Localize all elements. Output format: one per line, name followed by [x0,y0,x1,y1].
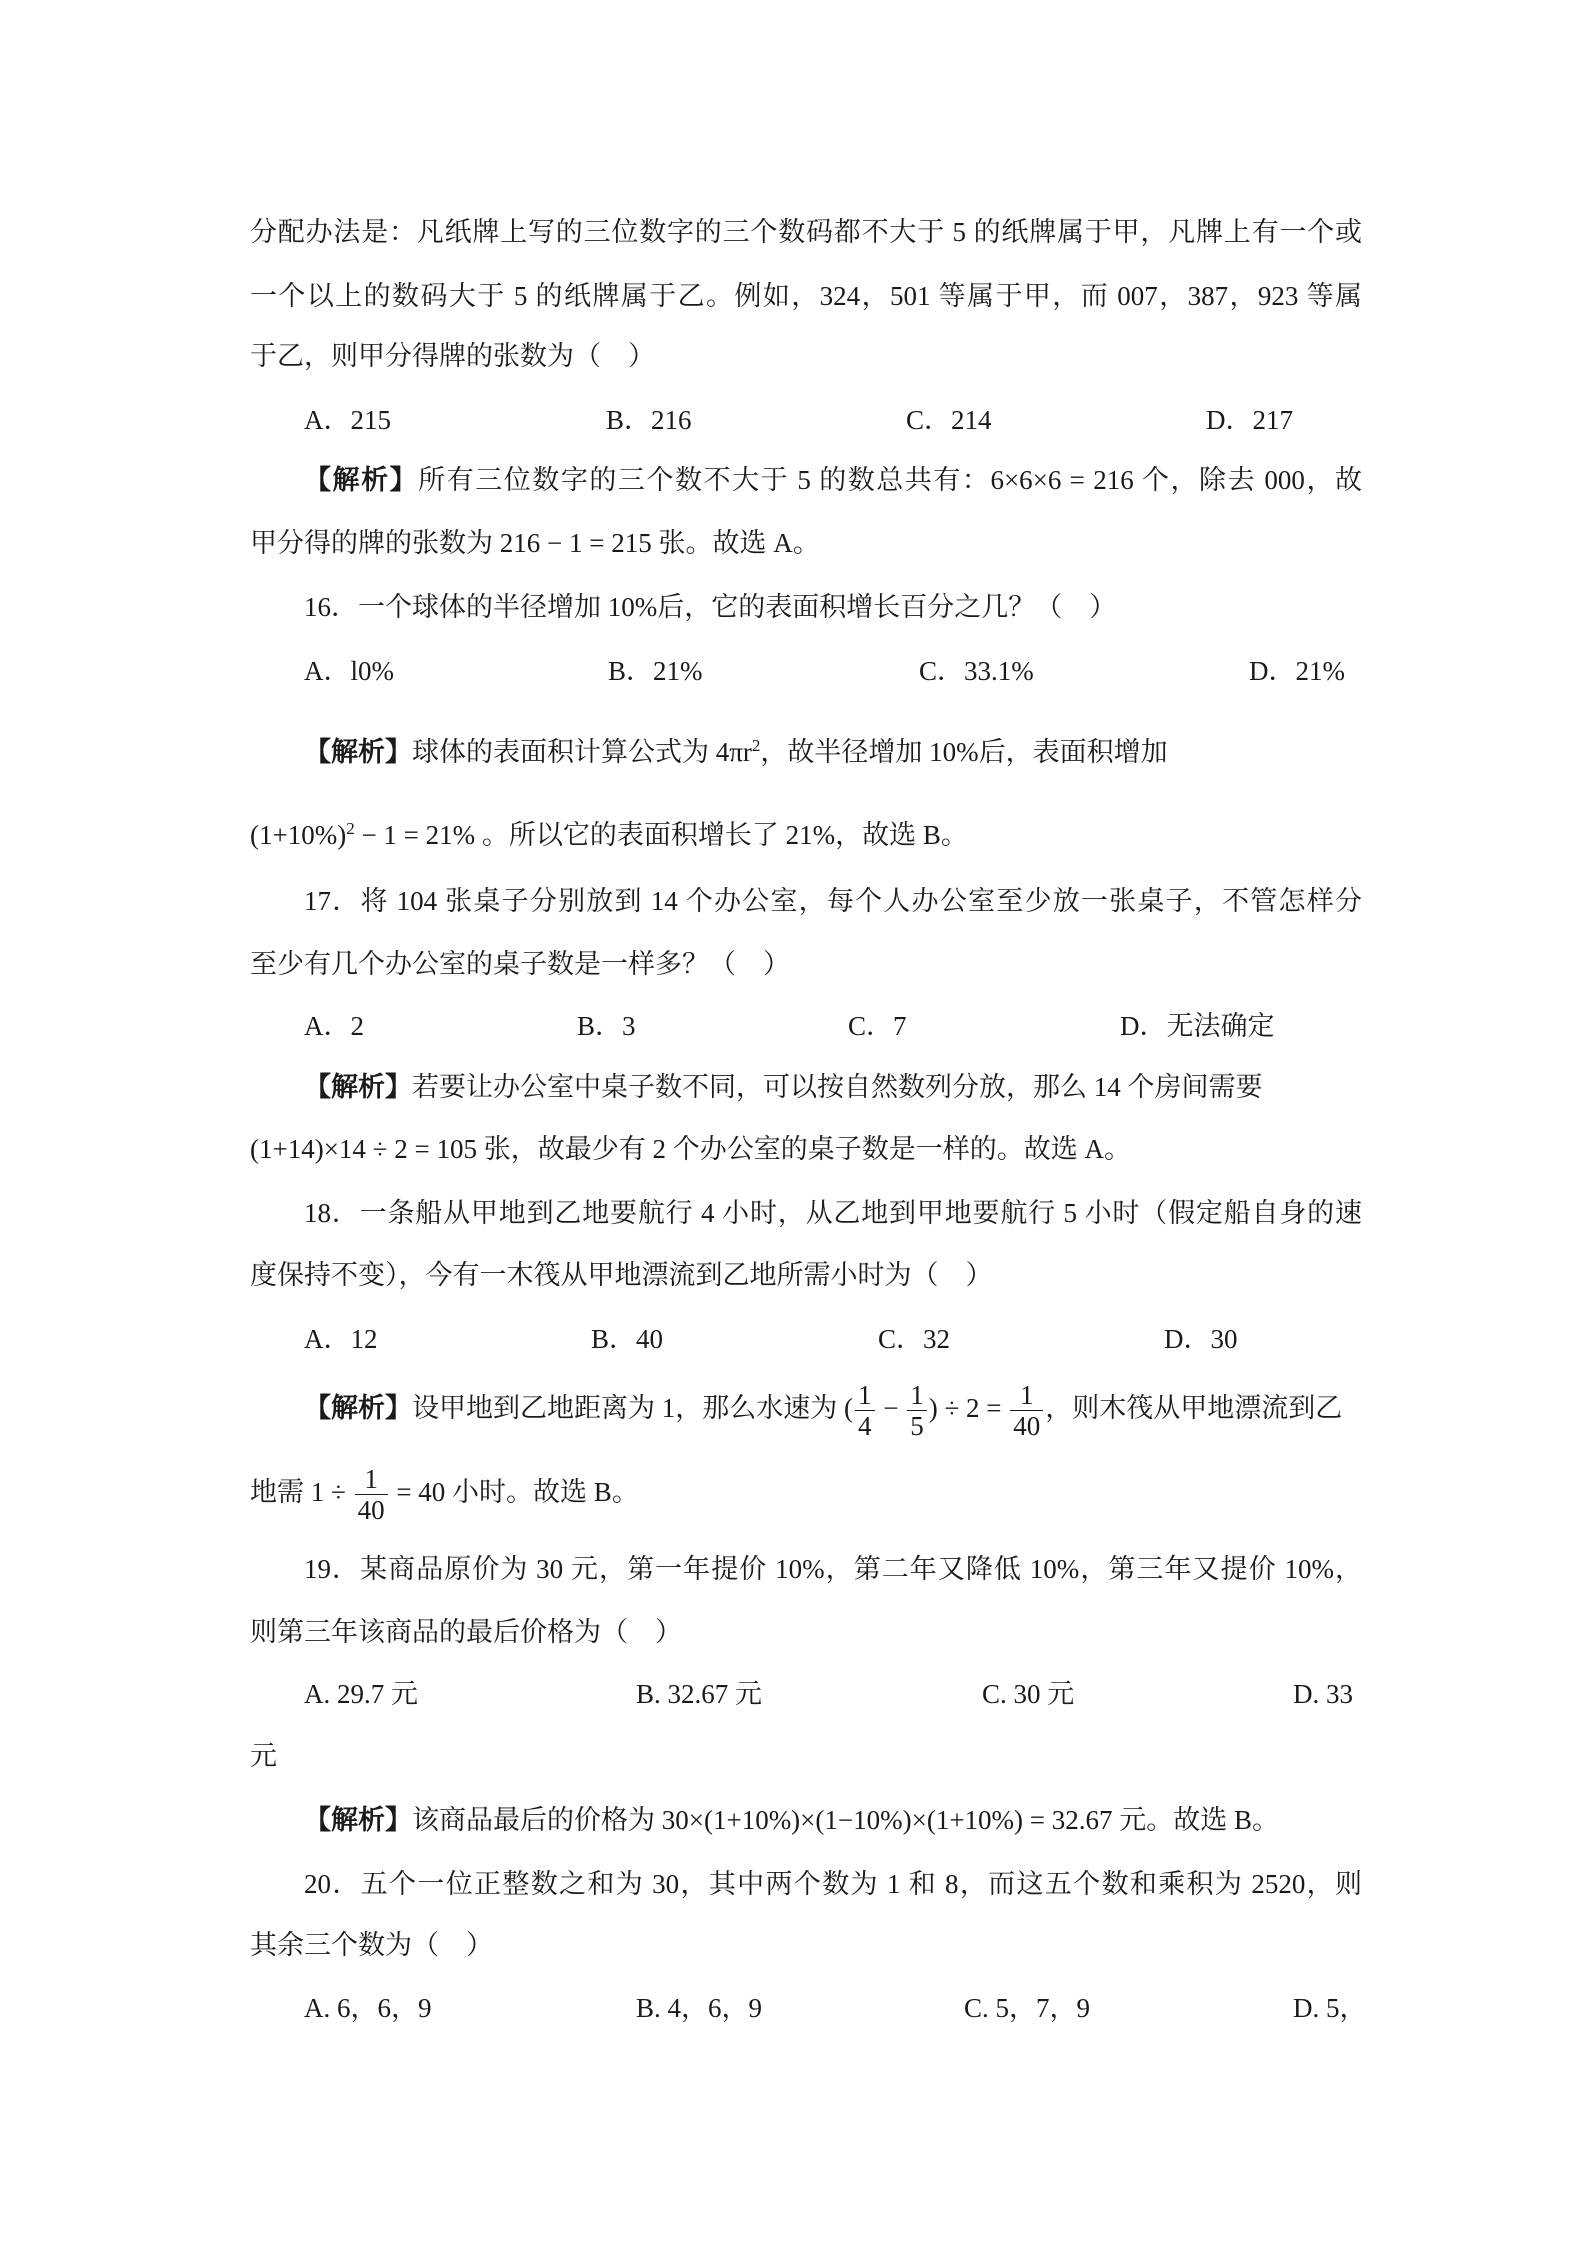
q18-text: 地需 1 ÷ [250,1477,353,1507]
q16-formula: 球体的表面积计算公式为 4πr [412,737,752,767]
q17-option-d: D．无法确定 [1120,1011,1275,1041]
q15-option-b: B．216 [606,405,692,435]
analysis-tag: 【解析】 [304,465,419,495]
q18-text-line-1: 18．一条船从甲地到乙地要航行 4 小时，从乙地到甲地要航行 5 小时（假定船自身的速 [304,1198,1362,1228]
q18-option-a: A．12 [304,1324,378,1354]
q18-text: = 40 小时。故选 B。 [389,1477,639,1507]
q20-text-line-1: 20．五个一位正整数之和为 30，其中两个数为 1 和 8，而这五个数和乘积为 2520，则 [304,1869,1362,1899]
q19-option-d-wrap: 元 [250,1741,277,1771]
q20-option-a: A. 6，6，9 [304,1993,432,2023]
q16-analysis-line-1 [304,729,1362,769]
q19-option-a: A. 29.7 元 [304,1679,418,1709]
q15-option-a: A．215 [304,405,391,435]
numerator: 1 [907,1380,927,1411]
q16-conclusion: − 1 = 21% 。所以它的表面积增长了 21%，故选 B。 [354,820,968,850]
analysis-tag: 【解析】 [304,1393,412,1423]
denominator: 5 [910,1411,924,1442]
q19-option-d: D. 33 [1293,1679,1353,1709]
analysis-tag: 【解析】 [304,1072,412,1102]
q17-option-b: B．3 [577,1011,636,1041]
q18-option-d: D．30 [1164,1324,1238,1354]
fraction [355,1464,388,1525]
analysis-tag: 【解析】 [304,737,412,767]
q15-analysis-line-1 [304,463,1362,497]
q16-exponent: 2 [751,736,761,755]
q17-analysis-line-2: (1+14)×14 ÷ 2 = 105 张，故最少有 2 个办公室的桌子数是一样的。故选 A。 [250,1134,1131,1164]
numerator: 1 [855,1380,875,1411]
q16-analysis-text: ，故半径增加 10%后，表面积增加 [760,737,1168,767]
q18-option-b: B．40 [591,1324,664,1354]
q19-option-b: B. 32.67 元 [636,1679,763,1709]
q16-option-c: C．33.1% [919,656,1034,686]
denominator: 40 [357,1495,385,1526]
q16-option-b: B．21% [608,656,703,686]
q16-analysis-line-2 [250,812,1362,852]
q17-text-line-1: 17．将 104 张桌子分别放到 14 个办公室，每个人办公室至少放一张桌子，不管怎样分 [304,886,1362,916]
q15-text-line-1: 分配办法是：凡纸牌上写的三位数字的三个数码都不大于 5 的纸牌属于甲，凡牌上有一个或 [250,217,1362,247]
q20-option-c: C. 5，7，9 [964,1993,1091,2023]
q18-analysis-line-1 [304,1378,1362,1441]
fraction [907,1380,927,1441]
q17-option-c: C．7 [848,1011,907,1041]
q19-text-line-2: 则第三年该商品的最后价格为（ ） [250,1617,682,1647]
q18-text: ) ÷ 2 = [928,1393,1009,1423]
q18-analysis-line-2 [250,1462,1362,1525]
q15-option-c: C．214 [906,405,992,435]
q16-exponent-2: 2 [346,819,355,838]
q20-option-d: D. 5， [1293,1993,1367,2023]
minus: − [876,1393,906,1423]
q19-analysis-text: 该商品最后的价格为 30×(1+10%)×(1−10%)×(1+10%) = 32.67 元。故选 B。 [412,1805,1280,1835]
q18-text: 设甲地到乙地距离为 1，那么水速为 ( [412,1393,853,1423]
q15-text-line-3: 于乙，则甲分得牌的张数为（ ） [250,341,655,371]
q16-question: 16．一个球体的半径增加 10%后，它的表面积增长百分之几？（ ） [304,592,1117,622]
q20-text-line-2: 其余三个数为（ ） [250,1930,493,1960]
q16-option-d: D．21% [1249,656,1345,686]
q17-option-a: A．2 [304,1011,364,1041]
q15-analysis-text: 所有三位数字的三个数不大于 5 的数总共有：6×6×6 = 216 个，除去 000，故 [418,465,1362,495]
denominator: 40 [1013,1411,1041,1442]
q17-analysis-line-1 [304,1070,1362,1104]
q19-analysis [304,1803,1362,1837]
q17-text-line-2: 至少有几个办公室的桌子数是一样多？（ ） [250,949,790,979]
q15-analysis-line-2: 甲分得的牌的张数为 216 − 1 = 215 张。故选 A。 [250,528,820,558]
q19-option-c: C. 30 元 [982,1679,1075,1709]
q19-text-line-1: 19．某商品原价为 30 元，第一年提价 10%，第二年又降低 10%，第三年又提价 10%， [304,1554,1362,1584]
analysis-tag: 【解析】 [304,1805,412,1835]
q20-option-b: B. 4，6，9 [636,1993,763,2023]
fraction [1010,1380,1043,1441]
fraction [855,1380,875,1441]
q15-option-d: D．217 [1206,405,1293,435]
q18-text: ，则木筏从甲地漂流到乙 [1045,1393,1343,1423]
q18-option-c: C．32 [878,1324,951,1354]
q15-text-line-2: 一个以上的数码大于 5 的纸牌属于乙。例如，324，501 等属于甲，而 007，387，923 等属 [250,281,1362,311]
q17-analysis-text: 若要让办公室中桌子数不同，可以按自然数列分放，那么 14 个房间需要 [412,1072,1263,1102]
numerator: 1 [355,1464,388,1495]
numerator: 1 [1010,1380,1043,1411]
denominator: 4 [858,1411,872,1442]
q18-text-line-2: 度保持不变），今有一木筏从甲地漂流到乙地所需小时为（ ） [250,1260,993,1290]
q16-option-a: A．l0% [304,656,394,686]
q16-expr: (1+10%) [250,820,347,850]
